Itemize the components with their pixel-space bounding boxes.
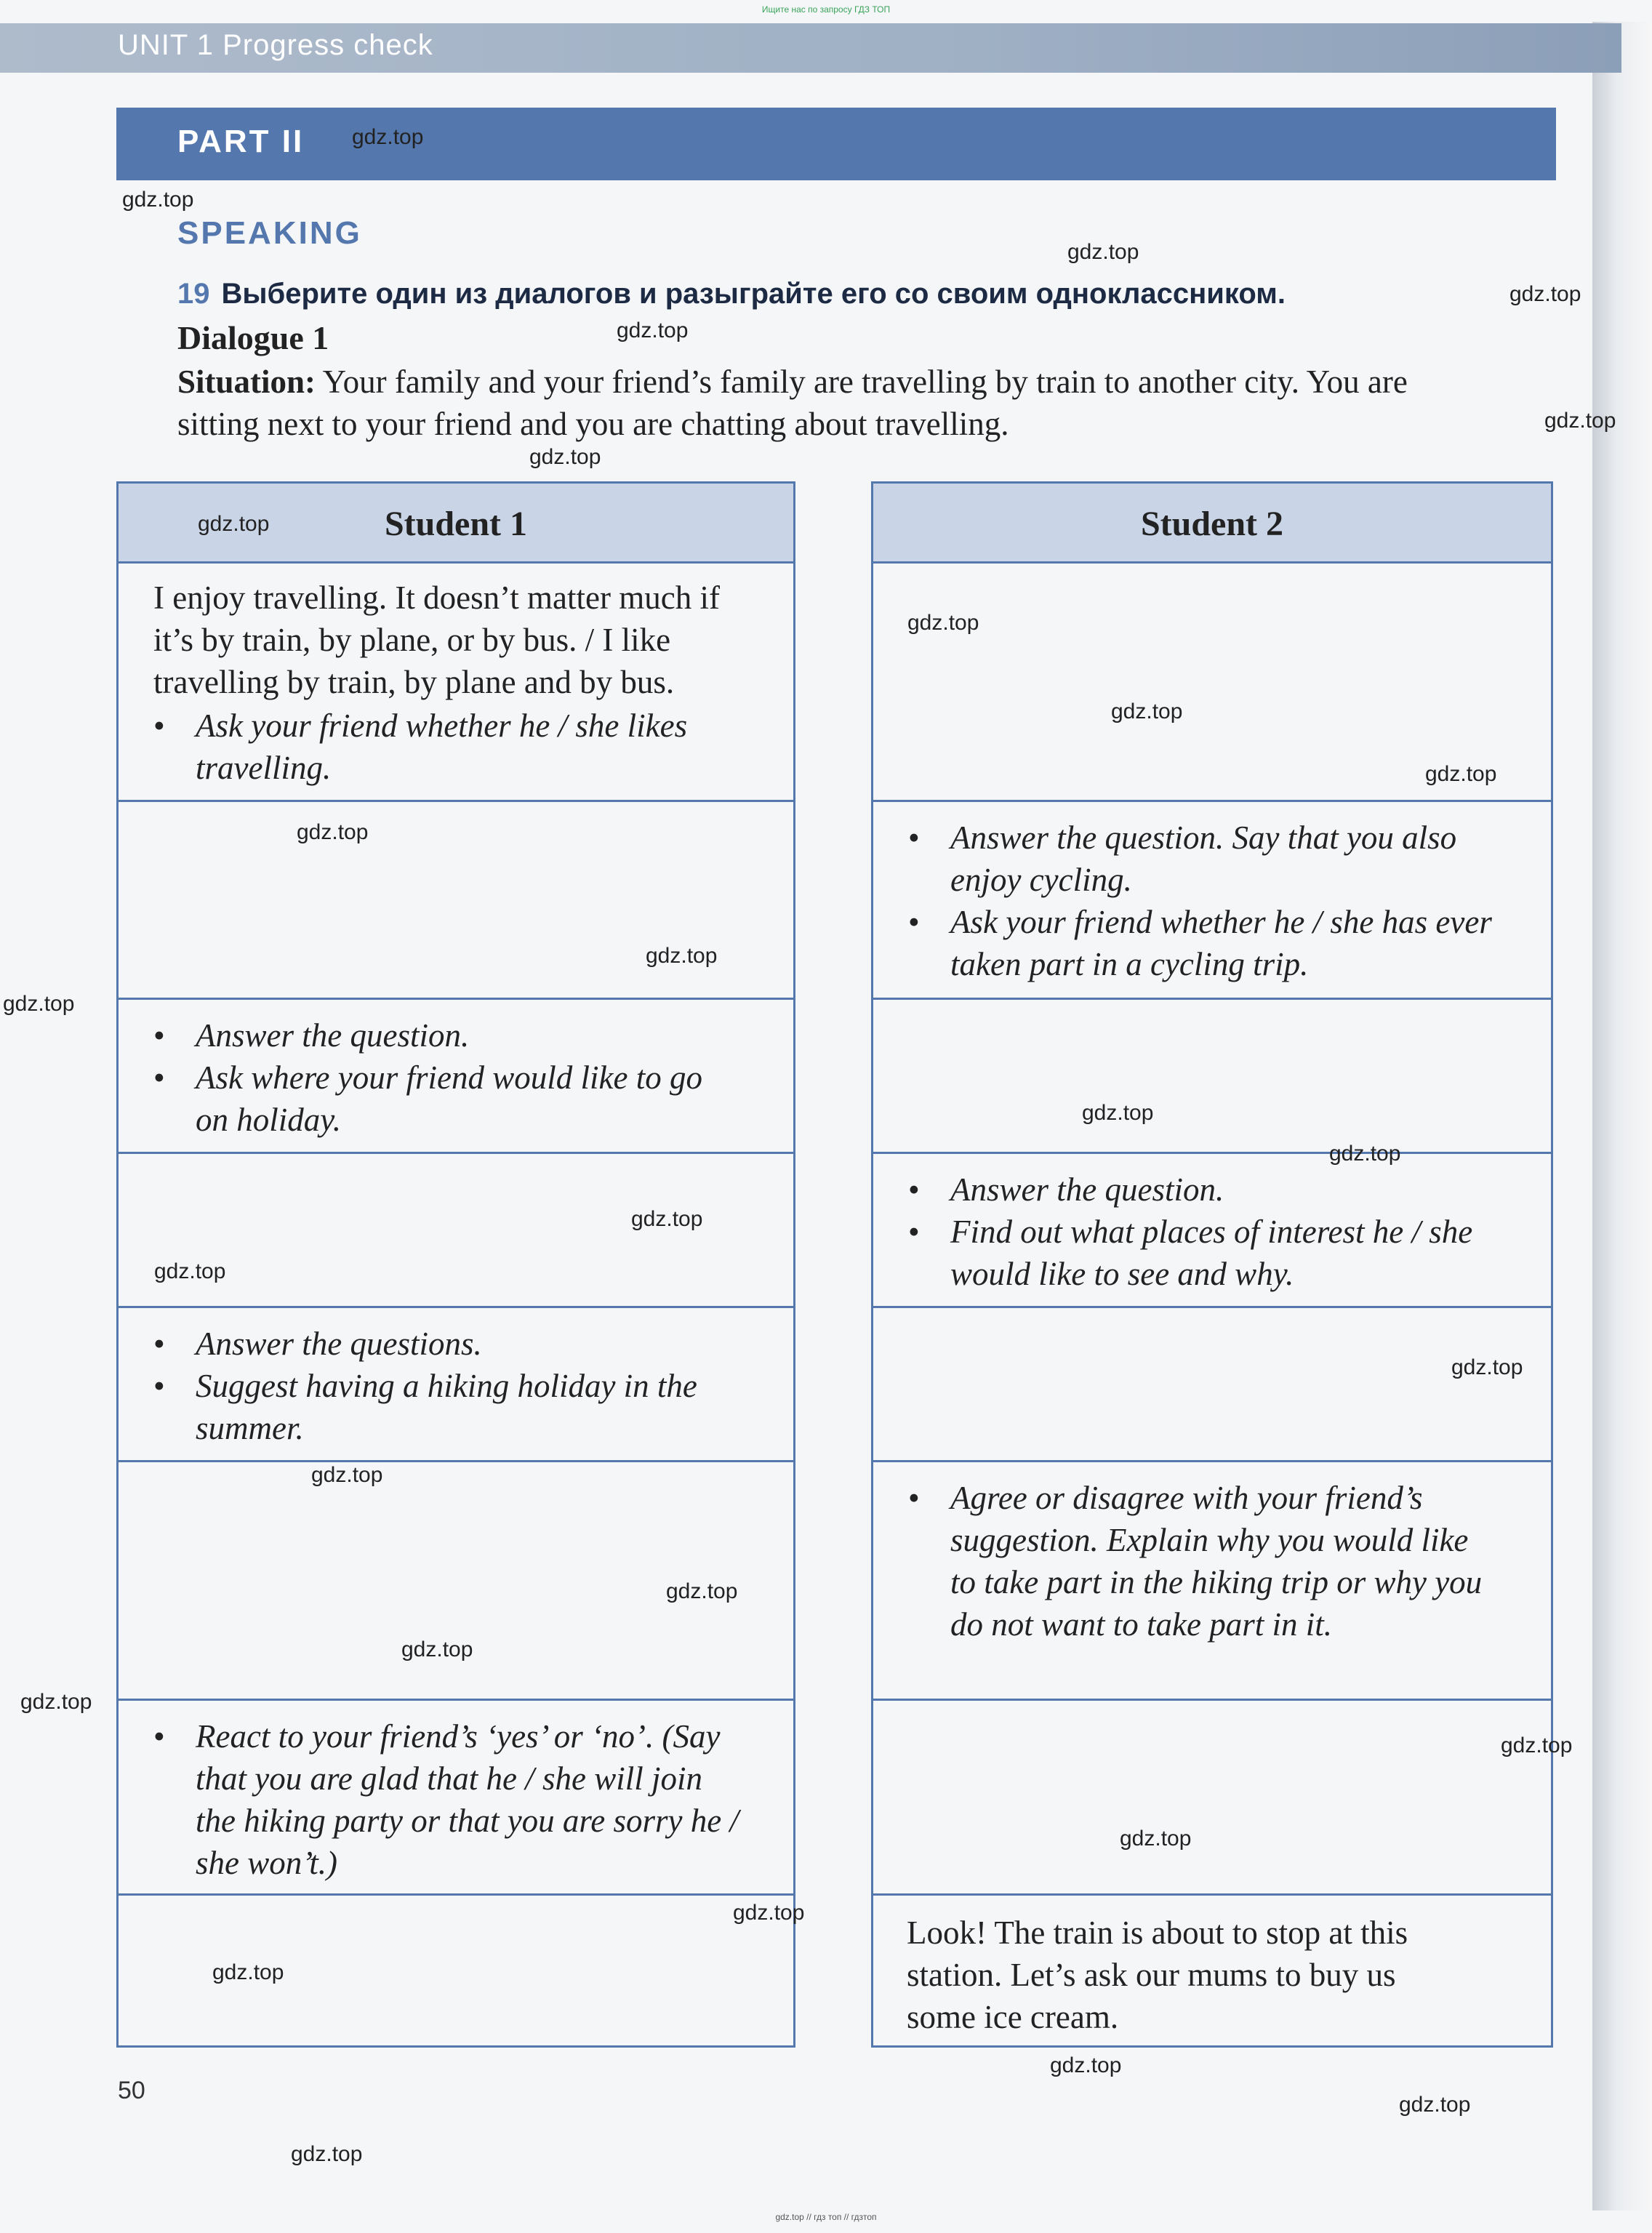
student2-row5 [873, 1308, 1551, 1462]
student2-row7 [873, 1701, 1551, 1896]
student1-row2 [119, 802, 793, 1000]
watermark: gdz.top [1509, 282, 1581, 306]
student2-header: Student 2 [1140, 505, 1284, 543]
dialogue-title: Dialogue 1 [177, 319, 329, 356]
list-item: • Ask your friend whether he / she likes travelling. [153, 705, 757, 789]
list-item: • Answer the question. Say that you also enjoy cycling. [908, 817, 1519, 901]
watermark: gdz.top [617, 318, 689, 342]
list-item: • Find out what places of interest he / she would like to see and why. [908, 1211, 1519, 1295]
list-item: • Answer the question. [908, 1168, 1519, 1211]
student1-row1-list [153, 705, 757, 789]
student2-row2 [873, 802, 1551, 1000]
watermark: gdz.top [311, 1463, 383, 1487]
footer-hint: gdz.top // гдз топ // гдзтоп [775, 2212, 877, 2222]
student2-row3 [873, 1000, 1551, 1154]
task-text: Выберите один из диалогов и разыграйте его со своим одноклассником. [221, 278, 1286, 310]
watermark: gdz.top [1501, 1733, 1573, 1757]
list-item: • Suggest having a hiking holiday in the summer. [153, 1365, 735, 1449]
watermark: gdz.top [212, 1960, 284, 1984]
watermark: gdz.top [1082, 1101, 1154, 1125]
student1-header: Student 1 [384, 505, 528, 543]
list-item: • React to your friend’s ‘yes’ or ‘no’. (Say that you are glad that he / she will join the hiking party or that you are sorry he / she won’t.) [153, 1715, 750, 1884]
unit-header-bar [0, 23, 1621, 73]
watermark: gdz.top [297, 820, 369, 844]
section-title: SPEAKING [177, 215, 362, 251]
student1-row5 [119, 1308, 793, 1462]
watermark: gdz.top [198, 512, 270, 536]
task-instruction [177, 278, 1286, 310]
situation-label: Situation: [177, 364, 316, 400]
student2-column [871, 481, 1553, 2048]
watermark: gdz.top [646, 944, 718, 968]
list-item: • Ask your friend whether he / she has ever taken part in a cycling trip. [908, 901, 1519, 985]
part-title: PART II [177, 124, 305, 159]
list-item: • Agree or disagree with your friend’s suggestion. Explain why you would like to take part in the hiking trip or why you do not want to take part in it. [908, 1477, 1490, 1645]
watermark: gdz.top [1425, 762, 1497, 786]
watermark: gdz.top [1399, 2093, 1471, 2117]
watermark: gdz.top [529, 445, 601, 469]
situation-paragraph [177, 361, 1486, 445]
watermark: gdz.top [1544, 409, 1616, 433]
student1-row1 [119, 564, 793, 802]
part-header-bar [116, 108, 1556, 180]
student1-row3-list [153, 1014, 735, 1141]
list-item: • Ask where your friend would like to go on holiday. [153, 1057, 735, 1141]
watermark: gdz.top [352, 125, 424, 149]
watermark: gdz.top [20, 1690, 92, 1714]
watermark: gdz.top [907, 611, 979, 635]
watermark: gdz.top [1050, 2053, 1122, 2077]
unit-title: UNIT 1 Progress check [118, 29, 433, 61]
task-number: 19 [177, 278, 210, 310]
watermark: gdz.top [291, 2142, 363, 2166]
student2-header-cell [873, 484, 1551, 564]
watermark: gdz.top [122, 188, 194, 212]
watermark: gdz.top [401, 1637, 473, 1661]
list-item: • Answer the questions. [153, 1323, 735, 1365]
student1-row7-list [153, 1715, 750, 1884]
student2-row4-list [908, 1168, 1519, 1295]
student2-row6 [873, 1462, 1551, 1701]
student1-row5-list [153, 1323, 735, 1449]
student2-row8-text: Look! The train is about to stop at this station. Let’s ask our mums to buy us some ice cream. [907, 1915, 1408, 2035]
student2-row2-list [908, 817, 1519, 985]
watermark: gdz.top [154, 1259, 226, 1283]
student1-row7 [119, 1701, 793, 1896]
search-hint: Ищите нас по запросу ГДЗ ТОП [761, 4, 891, 15]
watermark: gdz.top [1120, 1827, 1192, 1851]
student2-row6-list [908, 1477, 1490, 1645]
student2-row8 [873, 1896, 1551, 2045]
watermark: gdz.top [666, 1579, 738, 1603]
page-number: 50 [118, 2077, 145, 2104]
watermark: gdz.top [733, 1901, 805, 1925]
student1-row1-text: I enjoy travelling. It doesn’t matter much if it’s by train, by plane, or by bus. / I like travelling by train, by plane and by bus. [153, 580, 720, 700]
watermark: gdz.top [3, 992, 75, 1016]
situation-text: Your family and your friend’s family are travelling by train to another city. You are sitting next to your friend and you are chatting about travelling. [177, 364, 1408, 442]
watermark: gdz.top [631, 1207, 703, 1231]
student1-row3 [119, 1000, 793, 1154]
watermark: gdz.top [1329, 1142, 1401, 1166]
watermark: gdz.top [1067, 240, 1139, 264]
page-edge-shadow [1592, 22, 1652, 2210]
watermark: gdz.top [1451, 1355, 1523, 1379]
list-item: • Answer the question. [153, 1014, 735, 1057]
student2-row4 [873, 1154, 1551, 1308]
watermark: gdz.top [1111, 699, 1183, 723]
